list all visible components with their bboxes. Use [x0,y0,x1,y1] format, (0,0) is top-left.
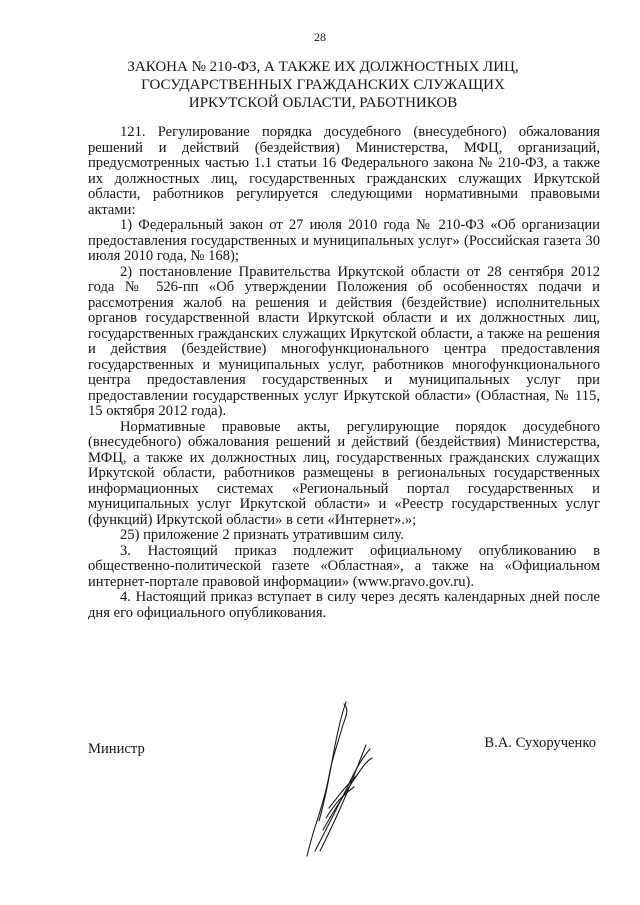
paragraph-publication: 3. Настоящий приказ подлежит официальному опубликованию в общественно-политической газете «Областная», а также на «Официальном интернет-портале правовой информации» (www.pravo.gov.ru). [88,542,600,590]
paragraph-federal-law: 1) Федеральный закон от 27 июля 2010 года № 210-ФЗ «Об организации предоставления государственных и муниципальных услуг» (Российская газета 30 июля 2010 года, № 168); [88,217,600,264]
signer-name: В.А. Сухорученко [484,735,596,751]
heading-line: ЗАКОНА № 210-ФЗ, А ТАКЖЕ ИХ ДОЛЖНОСТНЫХ ЛИЦ, [127,59,519,75]
paragraph-appendix-2: 25) приложение 2 признать утратившим силу. [120,527,404,543]
handwritten-signature [298,700,378,860]
section-heading [100,58,546,112]
paragraph-121: 121. Регулирование порядка досудебного (внесудебного) обжалования решений и действий (бездействия) Министерства, МФЦ, организаций, предусмотренных частью 1.1 статьи 16 Федерального закона № 210-ФЗ, а также их должностных лиц, государственных гражданских служащих Иркутской области, работников регулируется следующими нормативными правовыми актами: [88,124,600,218]
paragraph-entry-into-force: 4. Настоящий приказ вступает в силу через десять календарных дней после дня его официального опубликования. [88,589,600,621]
heading-line: ГОСУДАРСТВЕННЫХ ГРАЖДАНСКИХ СЛУЖАЩИХ [141,77,505,93]
paragraph-normative-acts: Нормативные правовые акты, регулирующие порядок досудебного (внесудебного) обжалования решений и действий (бездействия) Министерства, МФЦ, а также их должностных лиц, государственных гражданских служащих Иркутской области, работников размещены в региональных государственных информационных системах «Региональный портал государственных и муниципальных услуг Иркутской области» и «Реестр государственных услуг (функций) Иркутской области» в сети «Интернет».»; [88,418,600,528]
paragraph-government-resolution: 2) постановление Правительства Иркутской области от 28 сентября 2012 года № 526-пп «Об утверждении Положения об особенностях подачи и рассмотрения жалоб на решения и действия (бездействие) исполнительных органов государственной власти Иркутской области и их должностных лиц, государственных гражданских служащих Иркутской области, а также на решения и действия (бездействие) многофункционального центра предоставления государственных и муниципальных услуг, работников многофункционального центра предоставления государственных и муниципальных услуг при предоставлении государственных услуг Иркутской области» (Областная, № 115, 15 октября 2012 года). [88,263,600,419]
document-body [88,125,600,621]
page-number: 28 [314,30,326,44]
signer-position: Министр [88,741,145,757]
heading-line: ИРКУТСКОЙ ОБЛАСТИ, РАБОТНИКОВ [188,95,458,111]
